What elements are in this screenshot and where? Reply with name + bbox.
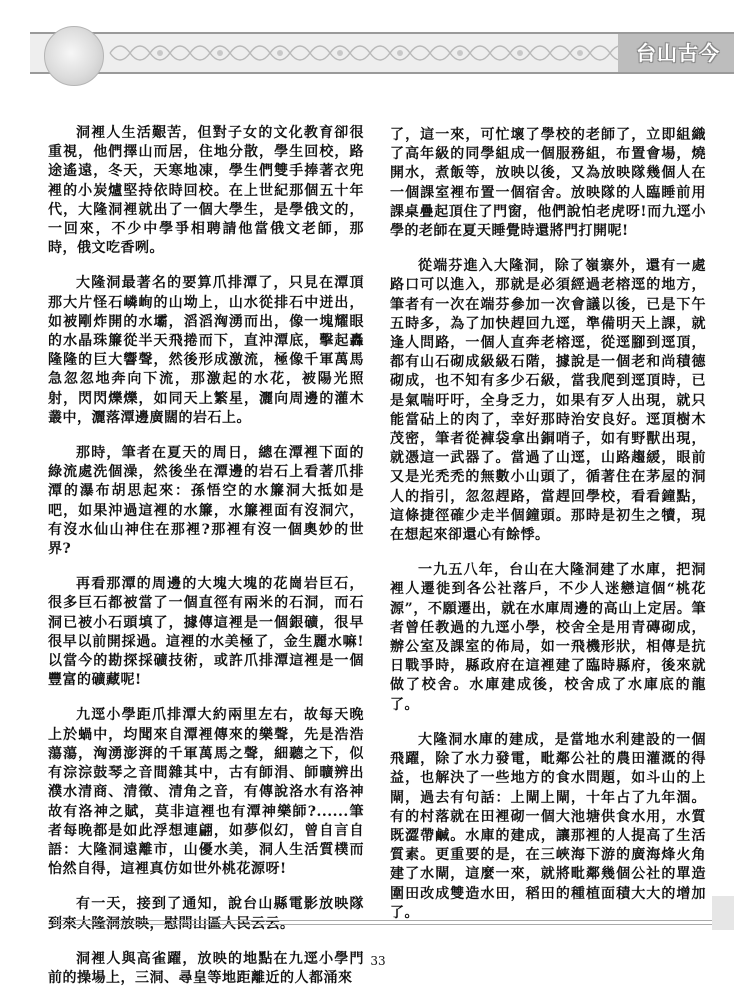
right-column xyxy=(390,126,706,939)
paragraph: 九逕小學距爪排潭大約兩里左右，故每天晚上於蝸中，均聞來自潭裡傳來的樂聲，先是浩浩蕩蕩，洶湧澎湃的千軍萬馬之聲，細聽之下，似有淙淙鼓琴之音間雜其中，古有師涓、師曠辨出濮水清商、清徵、清角之音，有傳說洛水有洛神故有洛神之賦，莫非這裡也有潭神樂師?......筆者每晚都是如此浮想連翩，如夢似幻，曾自言自語：大隆洞遠離市，山優水美，洞人生活質樸而怡然自得，這裡真仿如世外桃花源呀! xyxy=(48,707,364,878)
left-column xyxy=(48,124,364,1004)
paragraph: 一九五八年，台山在大隆洞建了水庫，把洞裡人遷徙到各公社落戶，不少人迷戀這個“桃花源”，不願遷出，就在水庫周邊的高山上定居。筆者曾任教過的九逕小學，校舍全是用青磚砌成，辦公室及課室的佈局，如一飛機形狀，相傳是抗日戰爭時，縣政府在這裡建了臨時縣府，後來就做了校舍。水庫建成後，校舍成了水庫底的龍了。 xyxy=(390,562,706,713)
paragraph: 再看那潭的周邊的大塊大塊的花崗岩巨石，很多巨石都被當了一個直徑有兩米的石洞，而石洞已被小石頭填了，據傳這裡是一個銀礦，很早很早以前開採過。這裡的水美極了，金生麗水嘛!以當今的勘探採礦技術，或許爪排潭這裡是一個豐富的礦藏呢! xyxy=(48,576,364,689)
scroll-ornament xyxy=(30,34,734,72)
footer-decoration xyxy=(712,896,734,930)
paragraph: 洞裡人生活艱苦，但對子女的文化教育卻很重視，他們擇山而居，住地分散，學生回校，路途遙遠，冬天，天寒地凍，學生們雙手捧著衣兜裡的小炭爐堅持依時回校。在上世紀那個五十年代，大隆洞裡就出了一個大學生，是學俄文的，一回來，不少中學爭相聘請他當俄文老師，那時，俄文吃香咧。 xyxy=(48,125,364,257)
paragraph: 大隆洞水庫的建成，是當地水利建設的一個飛躍，除了水力發電，毗鄰公社的農田灌溉的得益，也解決了一些地方的食水問題，如斗山的上閘，過去有句話：上閘上閘，十年占了九年涸。有的村落就在田裡砌一個大池塘供食水用，水質既澀帶鹹。水庫的建成，讓那裡的人提高了生活質素。更重要的是，在三峽海下游的廣海烽火角建了水閘，這麼一來，就將毗鄰幾個公社的單造圍田改成雙造水田，稻田的種植面積大大的增加了。 xyxy=(390,731,706,921)
paragraph: 大隆洞最著名的要算爪排潭了，只見在潭頂那大片怪石嶙峋的山坳上，山水從排石中迸出，如被剛炸開的水壩，滔滔洶湧而出，像一塊耀眼的水晶珠簾從半天飛捲而下，直沖潭底，擊起轟隆隆的巨大響聲，然後形成激流，極像千軍萬馬急忽忽地奔向下流，那激起的水花，被陽光照射，閃閃爍爍，如同天上繁星，灑向周邊的灌木叢中，灑落潭邊廣闊的岩石上。 xyxy=(48,275,364,426)
paragraph: 那時，筆者在夏天的周日，總在潭裡下面的綠流處洗個澡，然後坐在潭邊的岩石上看著爪排潭的瀑布胡思起來：孫悟空的水簾洞大抵如是吧，如果沖過這裡的水簾，水簾裡面有沒洞穴，有沒水仙山神住在那裡?那裡有沒一個奧妙的世界? xyxy=(48,445,364,558)
dragon-emblem-icon xyxy=(44,26,104,86)
paragraph: 了，這一來，可忙壞了學校的老師了，立即組織了高年級的同學組成一個服務組，布置會場，燒開水，煮飯等，放映以後，又為放映隊幾個人在一個課室裡布置一個宿舍。放映隊的人臨睡前用課桌疊起頂住了門窗，他們說怕老虎呀!而九逕小學的老師在夏天睡覺時還將門打開呢! xyxy=(390,127,706,240)
paragraph: 有一天，接到了通知，說台山縣電影放映隊到來大隆洞放映，慰問山區人民云云。 xyxy=(48,896,364,932)
page-number: 33 xyxy=(370,954,386,968)
page-header-banner xyxy=(30,32,734,74)
footer-rule xyxy=(52,920,712,925)
publication-title: 台山古今 xyxy=(636,41,720,65)
paragraph: 洞裡人與高雀躍，放映的地點在九逕小學門前的操場上，三洞、尋皇等地距離近的人都涌來 xyxy=(48,950,364,986)
paragraph: 從端芬進入大隆洞，除了嶺寨外，還有一處路口可以進入，那就是必須經過老榕逕的地方，筆者有一次在端芬參加一次會議以後，已是下午五時多，為了加快趕回九逕，準備明天上課，就逢人問路，一個人直奔老榕逕，從逕腳到逕頂，都有山石砌成級級石階，據說是一個老和尚積德砌成，也不知有多少石級，當我爬到逕頂時，已是氣喘吁吁，全身乏力，如果有歹人出現，就只能當砧上的肉了，幸好那時治安良好。逕頂樹木茂密，筆者從褲袋拿出銅哨子，如有野獸出現，就憑這一武器了。當過了山逕，山路趨緩，眼前又是光禿禿的無數小山頭了，循著住在茅屋的洞人的指引，忽忽趕路，當趕回學校，看看鐘點，這條捷徑確少走半個鐘頭。那時是初生之犢，現在想起來卻還心有餘悸。 xyxy=(390,258,706,544)
